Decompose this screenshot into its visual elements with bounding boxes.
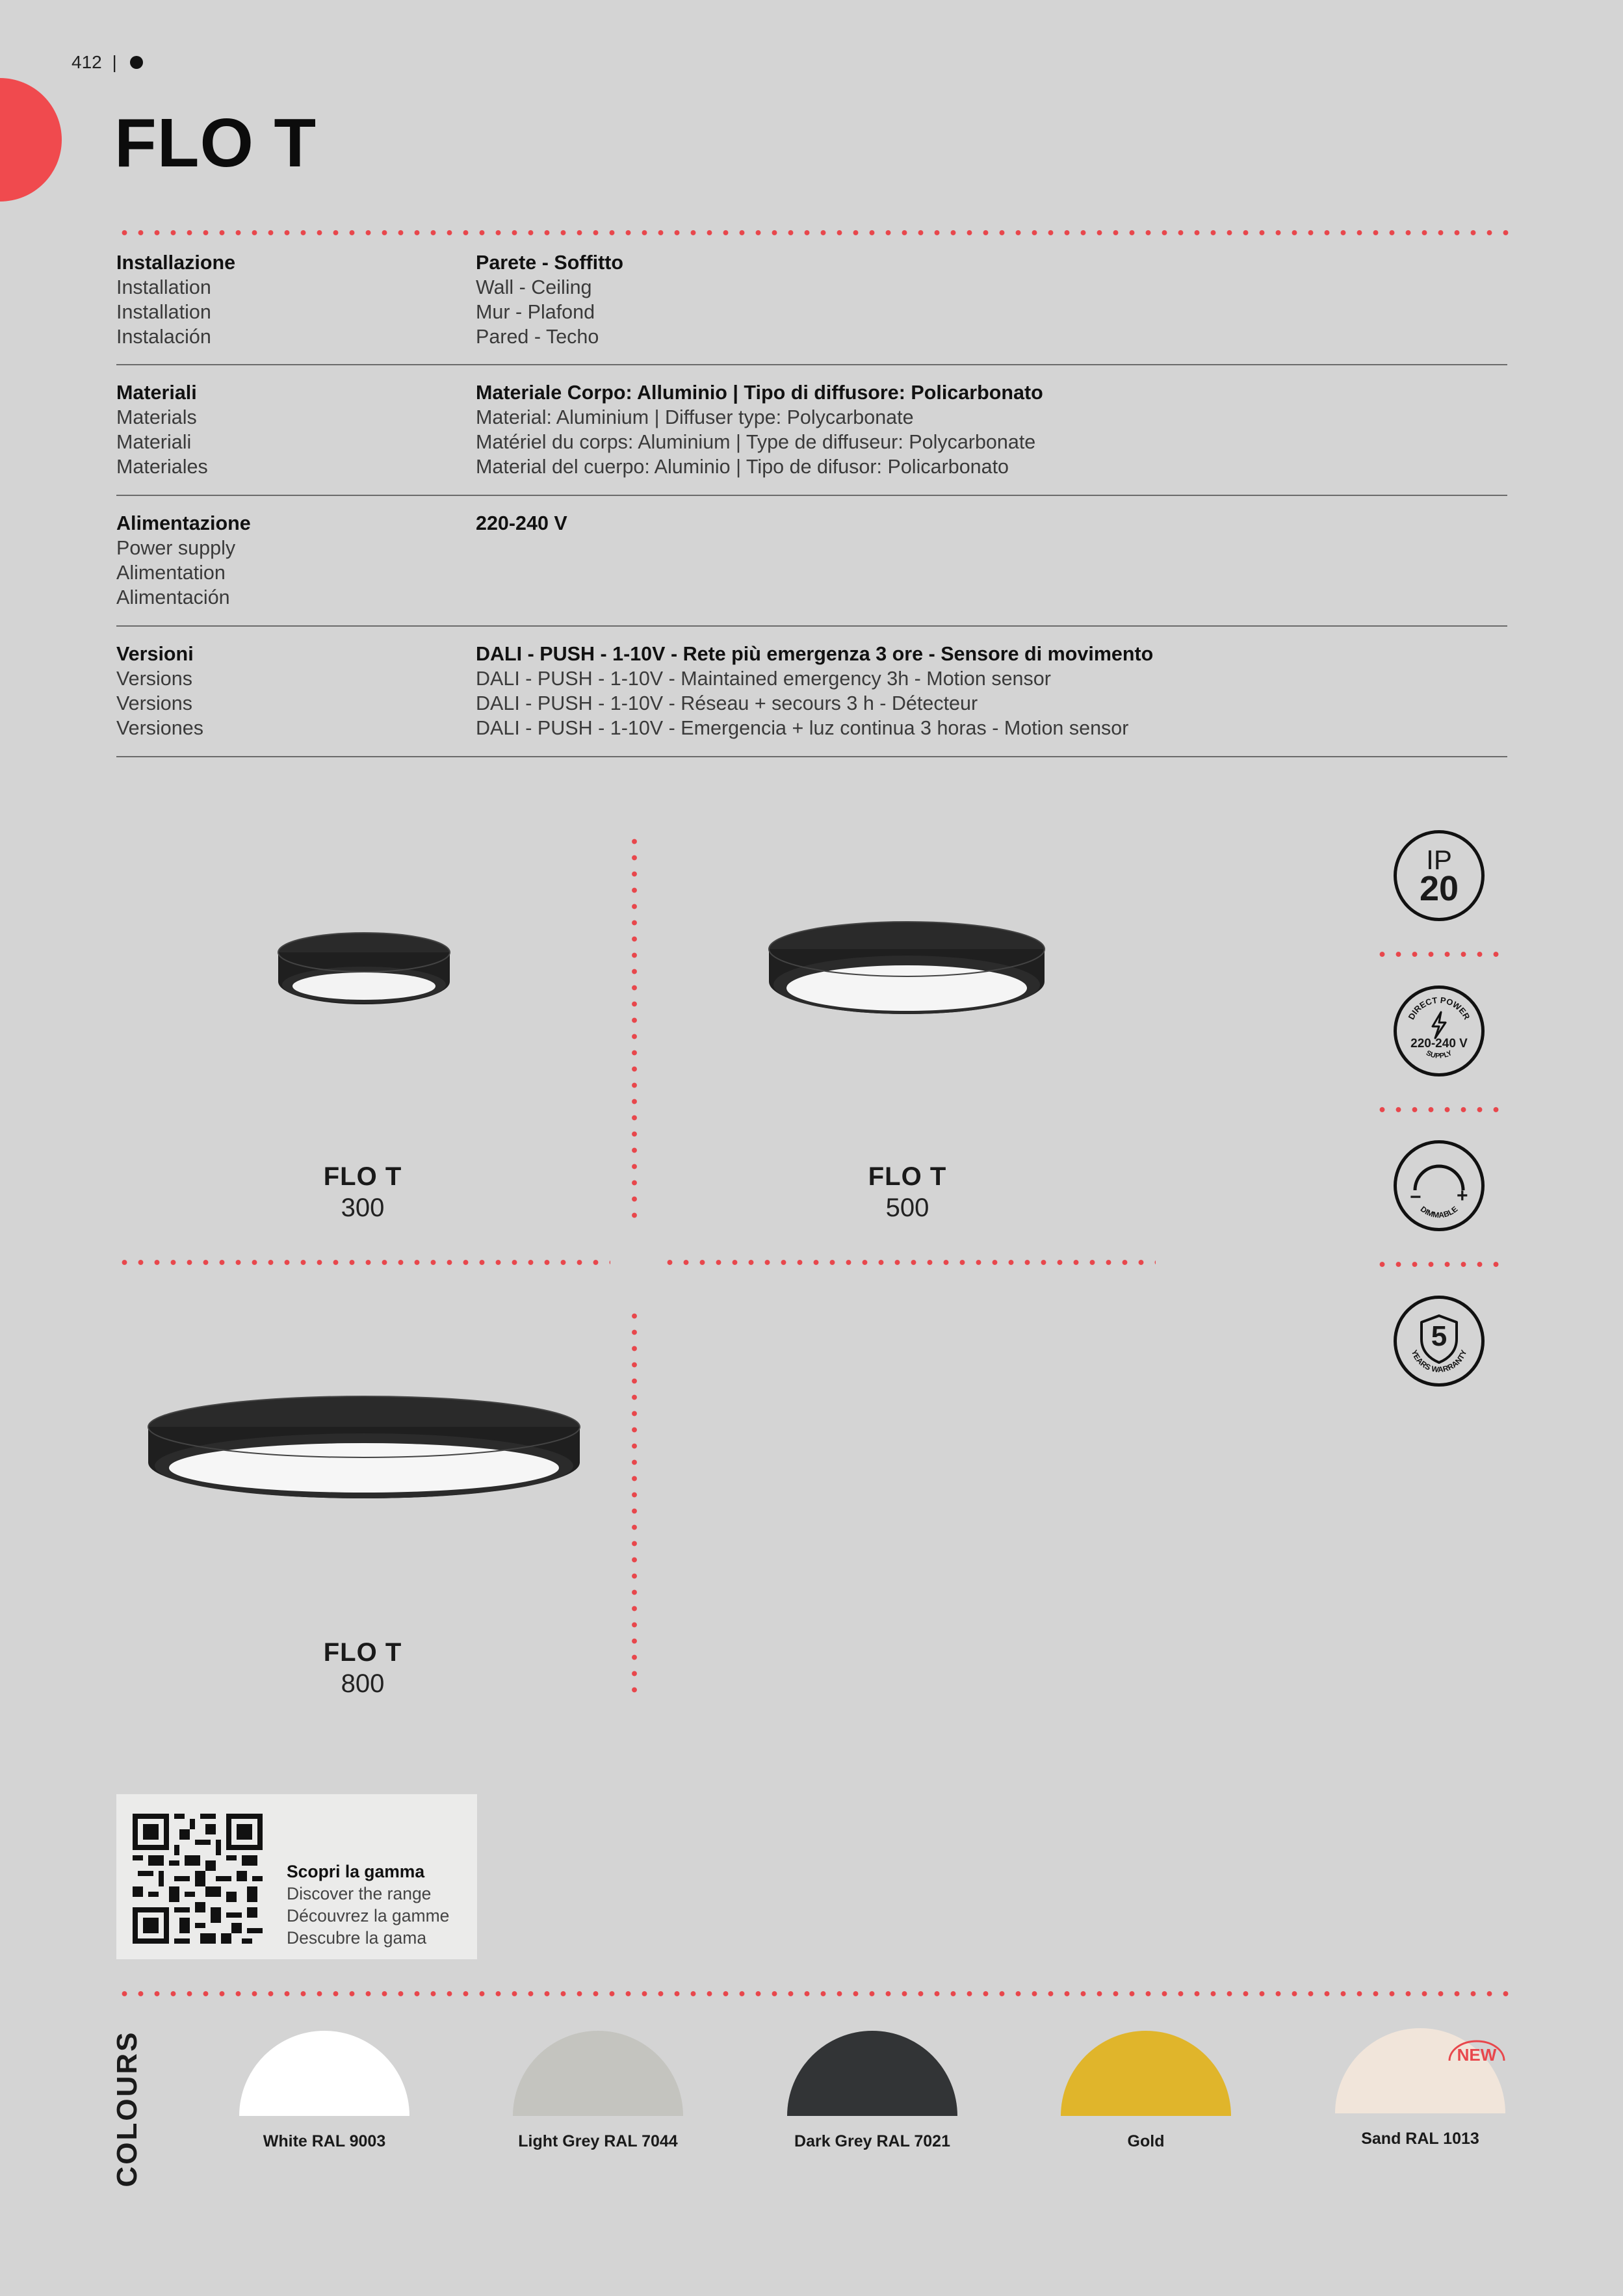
dimmable-arc: DIMMABLE — [1418, 1204, 1460, 1220]
dimmer-minus: − — [1410, 1186, 1422, 1208]
badge-divider — [1374, 1262, 1507, 1267]
power-arc-top: DIRECT POWER — [1406, 995, 1472, 1021]
spec-label-line: Materials — [116, 406, 197, 428]
swatch-gold — [1061, 2031, 1231, 2116]
swatch-light-grey — [513, 2031, 683, 2116]
product-name: FLO T — [323, 1162, 402, 1191]
product-grid-divider — [632, 833, 637, 1223]
spec-label-line: Versioni — [116, 643, 194, 665]
page-number-separator: | — [112, 52, 117, 72]
spec-label-line: Versions — [116, 692, 192, 714]
dimmer-icon — [1397, 1143, 1481, 1228]
swatch-label: Sand RAL 1013 — [1361, 2130, 1479, 2148]
product-image-flo-t-500 — [764, 917, 1050, 1027]
product-grid-divider — [662, 1260, 1156, 1265]
product-name: FLO T — [868, 1162, 947, 1191]
spec-label-line: Alimentazione — [116, 512, 251, 534]
spec-label-line: Installation — [116, 301, 211, 323]
spec-value-line: Material del cuerpo: Aluminio | Tipo de difusor: Policarbonato — [476, 456, 1009, 478]
power-value: 220-240 V — [1410, 1037, 1468, 1050]
product-grid-divider — [116, 1260, 610, 1265]
warranty-number: 5 — [1431, 1320, 1448, 1352]
ip-rating-icon — [1394, 830, 1485, 921]
spec-divider — [116, 495, 1507, 496]
spec-label-line: Versions — [116, 668, 192, 690]
product-size: 500 — [885, 1194, 929, 1222]
page-number-value: 412 — [71, 52, 102, 72]
spec-label-versions — [116, 642, 203, 740]
swatch-label: Light Grey RAL 7044 — [518, 2132, 678, 2150]
spec-label-line: Materiali — [116, 382, 197, 404]
product-size: 800 — [341, 1669, 385, 1698]
spec-value-line: Pared - Techo — [476, 326, 599, 348]
product-image-flo-t-300 — [273, 926, 455, 1014]
swatch-white — [239, 2031, 409, 2116]
spec-label-line: Alimentation — [116, 562, 226, 584]
power-arc-bottom: SUPPLY — [1425, 1049, 1453, 1060]
spec-value-line: Wall - Ceiling — [476, 276, 592, 298]
spec-value-line: DALI - PUSH - 1-10V - Réseau + secours 3 h - Détecteur — [476, 692, 978, 714]
swatch-label: Gold — [1127, 2132, 1165, 2150]
product-size: 300 — [341, 1194, 385, 1222]
ip-label: IP — [1426, 844, 1452, 875]
chapter-tab — [0, 78, 62, 202]
dimmer-plus: + — [1457, 1185, 1468, 1207]
spec-label-power — [116, 511, 251, 610]
colours-section-label: COLOURS — [111, 2030, 143, 2187]
spec-label-line: Instalación — [116, 326, 211, 348]
spec-label-installation — [116, 250, 235, 349]
bullet-dot — [130, 56, 143, 69]
spec-value-line: Material: Aluminium | Diffuser type: Polycarbonate — [476, 406, 914, 428]
spec-label-line: Installation — [116, 276, 211, 298]
product-name: FLO T — [323, 1638, 402, 1667]
swatch-dark-grey — [787, 2031, 957, 2116]
spec-label-line: Power supply — [116, 537, 236, 559]
badge-divider — [1374, 952, 1507, 957]
spec-value-power — [476, 511, 567, 536]
product-image-flo-t-800 — [143, 1391, 585, 1511]
product-grid-divider — [632, 1308, 637, 1698]
power-supply-badge — [1394, 985, 1485, 1076]
ip-value: 20 — [1419, 869, 1459, 908]
spec-value-versions — [476, 642, 1153, 740]
qr-line: Discover the range — [287, 1884, 432, 1903]
page-number — [71, 52, 122, 73]
spec-label-line: Materiales — [116, 456, 208, 478]
qr-line: Descubre la gama — [287, 1928, 427, 1948]
dimmable-badge — [1394, 1140, 1485, 1231]
spec-label-line: Versiones — [116, 717, 203, 739]
spec-value-line: Matériel du corps: Aluminium | Type de diffuseur: Polycarbonate — [476, 431, 1036, 453]
spec-value-line: Parete - Soffitto — [476, 252, 624, 274]
spec-label-line: Installazione — [116, 252, 236, 274]
colours-dotted-divider — [116, 1991, 1511, 1996]
spec-value-line: Mur - Plafond — [476, 301, 595, 323]
page-title: FLO T — [114, 105, 317, 181]
spec-divider — [116, 756, 1507, 757]
badge-divider — [1374, 1107, 1507, 1112]
qr-line: Découvrez la gamme — [287, 1906, 450, 1925]
svg-text:DIMMABLE — [1419, 1205, 1460, 1220]
spec-divider — [116, 364, 1507, 365]
warranty-arc: YEARS WARRANTY — [1409, 1348, 1469, 1374]
spec-value-line: 220-240 V — [476, 512, 567, 534]
qr-panel[interactable] — [116, 1794, 477, 1959]
qr-code-icon[interactable] — [133, 1814, 263, 1944]
top-dotted-divider — [116, 230, 1511, 235]
spec-value-materials — [476, 380, 1043, 479]
lightning-icon — [1397, 989, 1481, 1073]
swatch-label: White RAL 9003 — [263, 2132, 386, 2150]
spec-value-line: DALI - PUSH - 1-10V - Maintained emergency 3h - Motion sensor — [476, 668, 1051, 690]
spec-label-materials — [116, 380, 208, 479]
spec-label-line: Materiali — [116, 431, 192, 453]
spec-value-line: Materiale Corpo: Alluminio | Tipo di diffusore: Policarbonato — [476, 382, 1043, 404]
spec-value-installation — [476, 250, 623, 349]
spec-value-line: DALI - PUSH - 1-10V - Emergencia + luz continua 3 horas - Motion sensor — [476, 717, 1129, 739]
warranty-badge — [1394, 1296, 1485, 1387]
spec-value-line: DALI - PUSH - 1-10V - Rete più emergenza 3 ore - Sensore di movimento — [476, 643, 1154, 665]
qr-text — [287, 1860, 449, 1949]
qr-line: Scopri la gamma — [287, 1862, 425, 1881]
spec-divider — [116, 625, 1507, 627]
new-badge: NEW — [1457, 2045, 1497, 2065]
spec-label-line: Alimentación — [116, 586, 230, 608]
swatch-label: Dark Grey RAL 7021 — [794, 2132, 950, 2150]
